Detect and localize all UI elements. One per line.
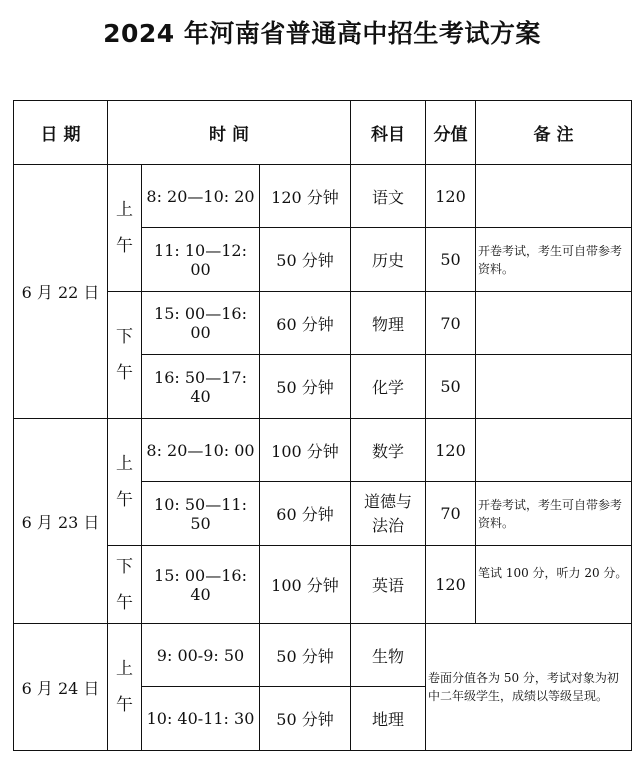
duration-cell: 60 分钟 <box>260 482 351 546</box>
score-cell: 50 <box>426 228 476 292</box>
score-cell: 50 <box>426 355 476 419</box>
subject-cell: 物理 <box>351 292 426 355</box>
exam-schedule-table <box>13 100 632 751</box>
time-cell: 11: 10—12: 00 <box>142 228 260 292</box>
score-cell: 120 <box>426 546 476 624</box>
table-row <box>14 165 632 228</box>
duration-cell: 50 分钟 <box>260 687 351 751</box>
note-cell <box>476 292 632 355</box>
subject-cell: 数学 <box>351 419 426 482</box>
segment-pm: 下 午 <box>108 292 142 419</box>
header-date: 日 期 <box>14 101 108 165</box>
page-title: 2024 年河南省普通高中招生考试方案 <box>103 19 541 48</box>
header-score: 分值 <box>426 101 476 165</box>
note-cell: 卷面分值各为 50 分，考试对象为初中二年级学生，成绩以等级呈现。 <box>426 624 632 751</box>
time-cell: 9: 00-9: 50 <box>142 624 260 687</box>
subject-cell: 语文 <box>351 165 426 228</box>
header-remarks: 备 注 <box>476 101 632 165</box>
time-cell: 16: 50—17: 40 <box>142 355 260 419</box>
segment-pm: 下 午 <box>108 546 142 624</box>
note-cell: 笔试 100 分，听力 20 分。 <box>476 546 632 624</box>
score-cell: 70 <box>426 292 476 355</box>
score-cell: 70 <box>426 482 476 546</box>
subject-cell: 化学 <box>351 355 426 419</box>
segment-am: 上 午 <box>108 419 142 546</box>
header-row <box>14 101 632 165</box>
segment-am: 上 午 <box>108 624 142 751</box>
time-cell: 10: 50—11: 50 <box>142 482 260 546</box>
subject-cell: 地理 <box>351 687 426 751</box>
score-cell: 120 <box>426 419 476 482</box>
duration-cell: 100 分钟 <box>260 546 351 624</box>
date-cell: 6 月 24 日 <box>14 624 108 751</box>
subject-cell: 生物 <box>351 624 426 687</box>
time-cell: 15: 00—16: 40 <box>142 546 260 624</box>
time-cell: 15: 00—16: 00 <box>142 292 260 355</box>
duration-cell: 50 分钟 <box>260 624 351 687</box>
header-subject: 科目 <box>351 101 426 165</box>
time-cell: 10: 40-11: 30 <box>142 687 260 751</box>
date-cell: 6 月 22 日 <box>14 165 108 419</box>
header-time: 时 间 <box>108 101 351 165</box>
score-cell: 120 <box>426 165 476 228</box>
note-cell <box>476 419 632 482</box>
subject-cell: 英语 <box>351 546 426 624</box>
note-cell: 开卷考试，考生可自带参考资料。 <box>476 482 632 546</box>
subject-cell: 历史 <box>351 228 426 292</box>
table-row <box>14 624 632 687</box>
note-cell <box>476 355 632 419</box>
note-cell: 开卷考试，考生可自带参考资料。 <box>476 228 632 292</box>
duration-cell: 50 分钟 <box>260 228 351 292</box>
duration-cell: 60 分钟 <box>260 292 351 355</box>
segment-am: 上 午 <box>108 165 142 292</box>
duration-cell: 100 分钟 <box>260 419 351 482</box>
duration-cell: 120 分钟 <box>260 165 351 228</box>
table-row <box>14 419 632 482</box>
note-cell <box>476 165 632 228</box>
subject-cell: 道德与 法治 <box>351 482 426 546</box>
date-cell: 6 月 23 日 <box>14 419 108 624</box>
time-cell: 8: 20—10: 00 <box>142 419 260 482</box>
duration-cell: 50 分钟 <box>260 355 351 419</box>
time-cell: 8: 20—10: 20 <box>142 165 260 228</box>
